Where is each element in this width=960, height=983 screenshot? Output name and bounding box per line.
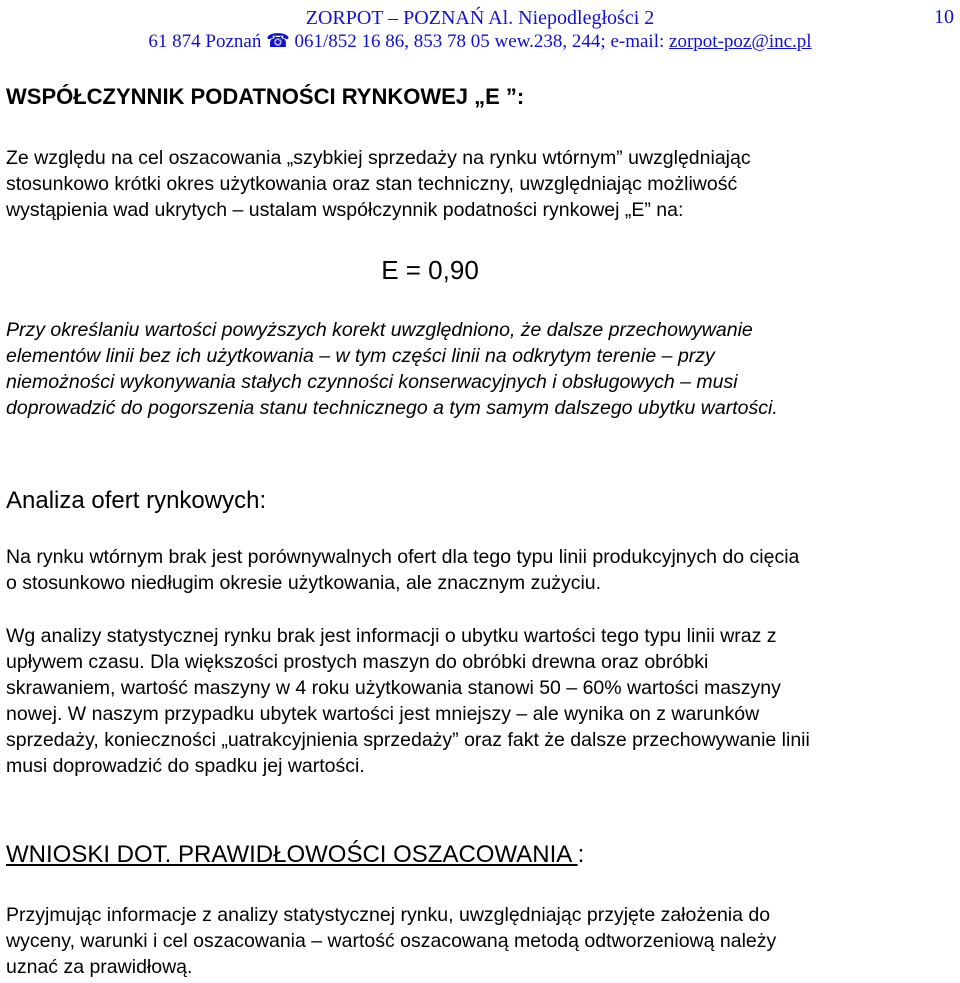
text-line: niemożności wykonywania stałych czynności konserwacyjnych i obsługowych – musi	[6, 371, 738, 393]
text-line: Ze względu na cel oszacowania „szybkiej sprzedaży na rynku wtórnym” uwzględniając	[6, 147, 751, 169]
text-line: musi doprowadzić do spadku jej wartości.	[6, 755, 365, 777]
text-line: Na rynku wtórnym brak jest porównywalnych ofert dla tego typu linii produkcyjnych do cięcia	[6, 546, 800, 568]
text-line: sprzedaży, konieczności „uatrakcyjnienia sprzedaży” oraz fakt że dalsze przechowywanie linii	[6, 729, 810, 751]
header-line-1: ZORPOT – POZNAŃ Al. Niepodległości 2	[305, 7, 655, 29]
section-title-market-offers	[6, 488, 954, 514]
text-line: nowej. W naszym przypadku ubytek wartości jest mniejszy – ale wynika on z warunków	[6, 703, 760, 725]
title-colon: :	[259, 487, 267, 514]
equation-e-value: E = 0,90	[381, 255, 479, 285]
email-link[interactable]: zorpot-poz@inc.pl	[669, 31, 812, 52]
page-number: 10	[934, 6, 954, 28]
paragraph-conclusions	[6, 902, 954, 980]
header-city: 61 874 Poznań	[148, 31, 262, 52]
paragraph-statistics	[6, 623, 954, 779]
text-line: Przy określaniu wartości powyższych korekt uwzględniono, że dalsze przechowywanie	[6, 319, 753, 341]
telephone-icon: ☎	[266, 31, 290, 52]
header-line-2	[50, 30, 910, 54]
paragraph-market-offers	[6, 544, 954, 596]
text-line: doprowadzić do pogorszenia stanu technicznego a tym samym dalszego ubytku wartości.	[6, 397, 778, 419]
text-line: skrawaniem, wartość maszyny w 4 roku użytkowania stanowi 50 – 60% wartości maszyny	[6, 677, 781, 699]
paragraph-market-factor	[6, 145, 954, 223]
text-line: Wg analizy statystycznej rynku brak jest informacji o ubytku wartości tego typu linii wraz z	[6, 625, 777, 647]
text-line: o stosunkowo niedługim okresie użytkowania, ale znacznym zużyciu.	[6, 572, 602, 594]
section-title-conclusions	[6, 842, 954, 868]
text-line: upływem czasu. Dla większości prostych maszyn do obróbki drewna oraz obróbki	[6, 651, 709, 673]
section-title-market-factor: WSPÓŁCZYNNIK PODATNOŚCI RYNKOWEJ „E ”:	[6, 84, 525, 109]
header-contact: 061/852 16 86, 853 78 05 wew.238, 244; e-mail:	[294, 31, 670, 52]
section-title-text: WNIOSKI DOT. PRAWIDŁOWOŚCI OSZACOWANIA	[6, 841, 578, 868]
text-line: stosunkowo krótki okres użytkowania oraz stan techniczny, uwzględniając możliwość	[6, 173, 738, 195]
page-header	[50, 6, 910, 54]
text-line: wystąpienia wad ukrytych – ustalam współczynnik podatności rynkowej „E” na:	[6, 199, 684, 221]
title-colon: :	[577, 841, 585, 868]
section-title-text: Analiza ofert rynkowych	[6, 487, 260, 514]
text-line: elementów linii bez ich użytkowania – w tym części linii na odkrytym terenie – przy	[6, 345, 715, 367]
text-line: Przyjmując informacje z analizy statystycznej rynku, uwzględniając przyjęte założenia do	[6, 904, 771, 926]
paragraph-correction-note	[6, 317, 954, 421]
text-line: uznać za prawidłową.	[6, 956, 193, 978]
text-line: wyceny, warunki i cel oszacowania – wartość oszacowaną metodą odtworzeniową należy	[6, 930, 777, 952]
